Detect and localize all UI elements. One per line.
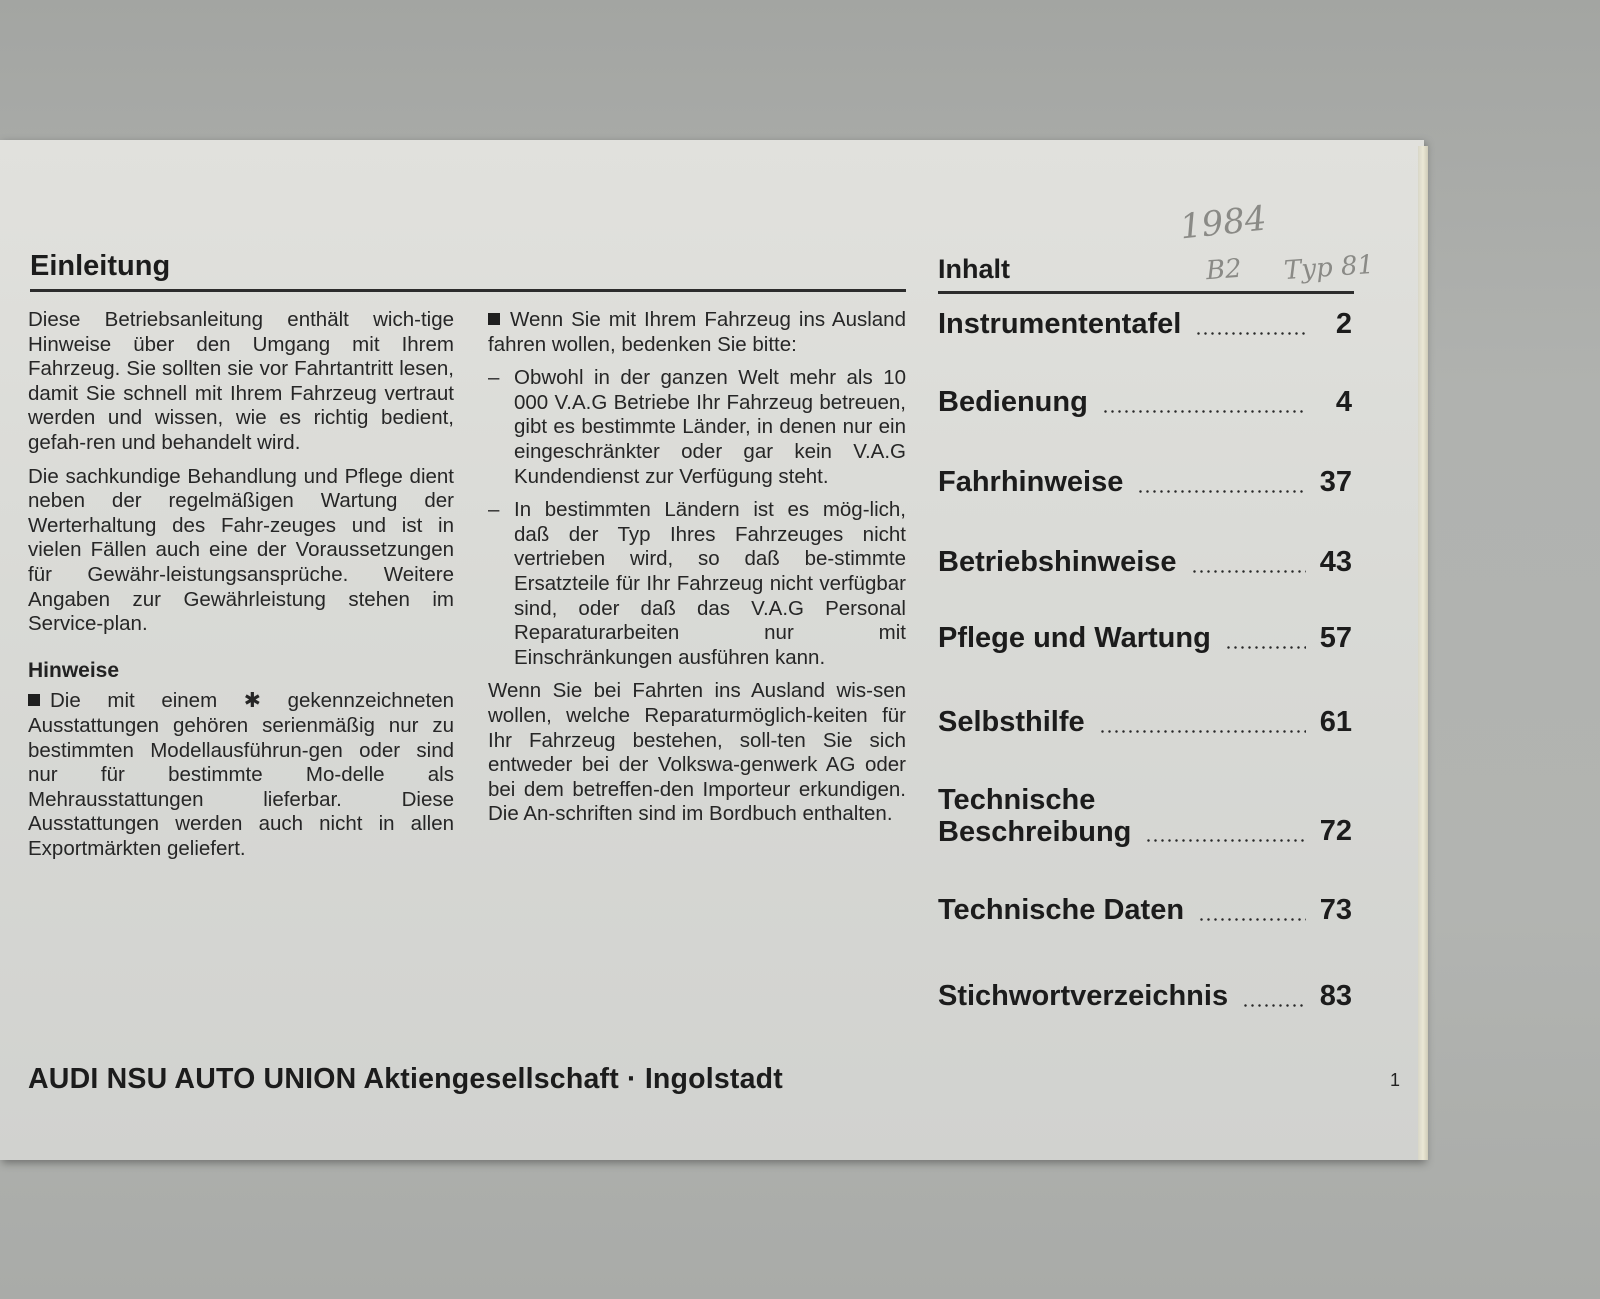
- hinweise-paragraph: [28, 689, 454, 861]
- handwritten-type: Typ 81: [1283, 249, 1375, 287]
- toc-leader-dots: [1137, 490, 1306, 493]
- handwritten-year: 1984: [1178, 198, 1269, 248]
- toc-entry-technische-beschreibung[interactable]: [938, 784, 1352, 848]
- toc-label: Technische Daten: [938, 894, 1185, 926]
- toc-label: Fahrhinweise: [938, 466, 1124, 498]
- toc-page-number: 2: [1335, 308, 1352, 340]
- toc-page-number: 61: [1319, 706, 1352, 738]
- page-edge: [1418, 146, 1428, 1160]
- page-number: 1: [1390, 1070, 1401, 1090]
- toc-label: Instrumententafel: [938, 308, 1182, 340]
- toc-entry-bedienung[interactable]: [938, 386, 1352, 419]
- einleitung-column-2: [488, 308, 906, 836]
- toc-label-line-2: Beschreibung: [938, 816, 1132, 848]
- einleitung-column-1: [28, 308, 454, 870]
- abroad-item-1: [488, 366, 906, 489]
- toc-leader-dots: [1195, 332, 1306, 335]
- toc-page-number: 57: [1319, 622, 1352, 654]
- einleitung-rule: [30, 289, 906, 292]
- toc-leader-dots: [1099, 730, 1306, 733]
- toc-page-number: 73: [1319, 894, 1352, 926]
- toc-entry-pflege-und-wartung[interactable]: [938, 622, 1352, 655]
- toc-entry-technische-daten[interactable]: [938, 894, 1352, 927]
- intro-paragraph: Diese Betriebsanleitung enthält wich-tige Hinweise über den Umgang mit Ihrem Fahrzeug. Sie sollten sie vor Fahrtantritt lesen, damit Sie schnell mit Ihrem Fahrzeug vertraut werden und wissen, wie es richtig bedient, gefah-ren und behandelt wird.: [28, 308, 454, 454]
- inhalt-title: Inhalt: [938, 254, 1010, 284]
- hinweise-text: Die mit einem ✱ gekennzeichneten Ausstattungen gehören serienmäßig nur zu bestimmten Modellausführun-gen oder sind nur für bestimmte Mo-delle als Mehrausstattungen lieferbar. Diese Ausstattungen werden auch nicht in allen Exportmärkten geliefert.: [28, 689, 454, 860]
- toc-leader-dots: [1242, 1004, 1306, 1007]
- publisher-footer: AUDI NSU AUTO UNION Aktiengesellschaft · Ingolstadt: [28, 1063, 783, 1095]
- toc-page-number: 4: [1335, 386, 1352, 418]
- toc-entry-stichwortverzeichnis[interactable]: [938, 980, 1352, 1013]
- toc-label: Stichwortverzeichnis: [938, 980, 1229, 1012]
- einleitung-title: Einleitung: [30, 250, 171, 282]
- abroad-intro: [488, 308, 906, 357]
- hinweise-heading: Hinweise: [28, 658, 120, 682]
- toc-label-line-1: Technische: [938, 784, 1096, 816]
- toc-leader-dots: [1145, 839, 1306, 842]
- dash-icon: –: [488, 498, 500, 522]
- toc-entry-betriebshinweise[interactable]: [938, 546, 1352, 579]
- abroad-item-2: [488, 498, 906, 670]
- toc-entry-selbsthilfe[interactable]: [938, 706, 1352, 739]
- toc-leader-dots: [1225, 646, 1306, 649]
- toc-label: Pflege und Wartung: [938, 622, 1211, 654]
- toc-page-number: 72: [1319, 815, 1352, 847]
- toc-page-number: 83: [1319, 980, 1352, 1012]
- toc-label: Bedienung: [938, 386, 1088, 418]
- dash-icon: –: [488, 366, 500, 390]
- handwritten-model: B2: [1204, 253, 1243, 287]
- abroad-intro-text: Wenn Sie mit Ihrem Fahrzeug ins Ausland fahren wollen, bedenken Sie bitte:: [488, 308, 906, 356]
- toc-label: Selbsthilfe: [938, 706, 1085, 738]
- toc-entry-fahrhinweise[interactable]: [938, 466, 1352, 499]
- toc-label: [938, 784, 1131, 848]
- abroad-item-1-text: Obwohl in der ganzen Welt mehr als 10 000 V.A.G Betriebe Ihr Fahrzeug betreuen, gibt es bestimmte Länder, in denen nur ein eingeschränkter oder gar kein V.A.G Kundendienst zur Verfügung steht.: [514, 366, 906, 488]
- toc-leader-dots: [1102, 410, 1306, 413]
- square-bullet-icon: [28, 694, 40, 706]
- abroad-item-2-text: In bestimmten Ländern ist es mög-lich, daß der Typ Ihres Fahrzeuges nicht vertrieben wird, so daß be-stimmte Ersatzteile für Ihr Fahrzeug nicht verfügbar sind, oder daß das V.A.G Personal Reparaturarbeiten nur mit Einschränkungen ausführen kann.: [514, 498, 906, 669]
- abroad-closing: Wenn Sie bei Fahrten ins Ausland wis-sen wollen, welche Reparaturmöglich-keiten für Ihr Fahrzeug bestehen, soll-ten Sie sich entweder bei der Volkswa-genwerk AG oder bei dem betreffen-den Importeur erkundigen. Die An-schriften sind im Bordbuch enthalten.: [488, 679, 906, 826]
- square-bullet-icon: [488, 313, 500, 325]
- toc-page-number: 43: [1319, 546, 1352, 578]
- toc-leader-dots: [1191, 570, 1306, 573]
- toc-label: Betriebshinweise: [938, 546, 1177, 578]
- toc-page-number: 37: [1319, 466, 1352, 498]
- care-paragraph: Die sachkundige Behandlung und Pflege dient neben der regelmäßigen Wartung der Werterhaltung des Fahr-zeuges und ist in vielen Fällen auch eine der Voraussetzungen für Gewähr-leistungsansprüche. Weitere Angaben zur Gewährleistung stehen im Service-plan.: [28, 464, 454, 636]
- inhalt-rule: [938, 291, 1354, 294]
- toc-entry-instrumententafel[interactable]: [938, 308, 1352, 341]
- toc-leader-dots: [1198, 918, 1306, 921]
